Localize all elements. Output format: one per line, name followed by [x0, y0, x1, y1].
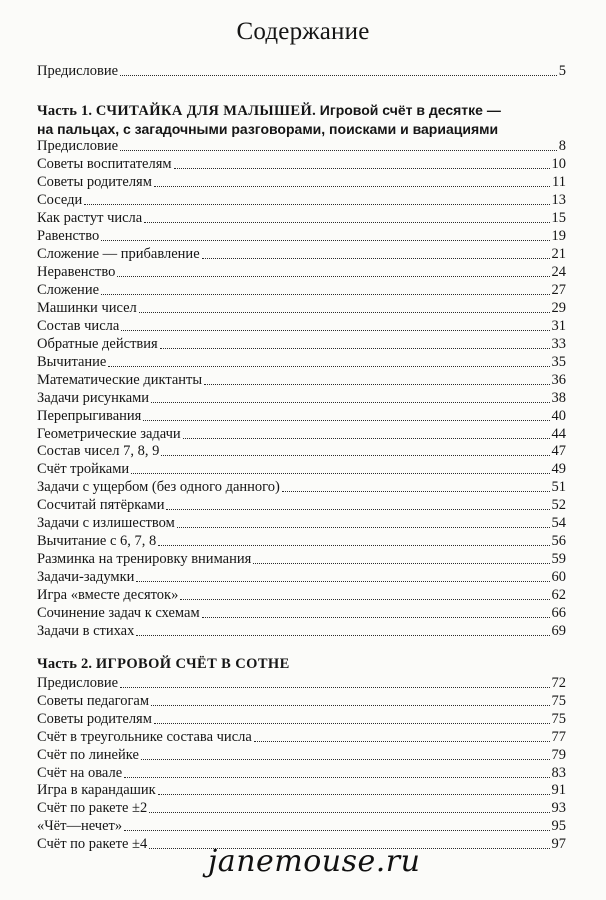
- toc-entry-label: Обратные действия: [37, 335, 158, 352]
- toc-entry-page: 59: [551, 551, 566, 568]
- toc-entry[interactable]: [37, 173, 566, 191]
- part1-heading: [37, 101, 577, 138]
- toc-entry-page: 13: [551, 191, 566, 208]
- page-title: Содержание: [236, 18, 370, 45]
- leader-dots: [149, 812, 549, 813]
- toc-entry-label: Состав числа: [37, 317, 120, 334]
- toc-entry-label: Игра в карандашик: [37, 782, 156, 799]
- leader-dots: [141, 759, 550, 760]
- toc-entry[interactable]: [37, 781, 566, 799]
- toc-entry-page: 19: [551, 227, 566, 244]
- part1-title: СЧИТАЙКА ДЛЯ МАЛЫШЕЙ.: [95, 103, 317, 119]
- toc-entry-label: Предисловие: [37, 675, 119, 691]
- leader-dots: [84, 204, 549, 205]
- toc-entry-page: 69: [551, 623, 566, 640]
- watermark: janemouse.ru: [208, 844, 421, 879]
- toc-entry-page: 33: [551, 335, 566, 352]
- toc-entry[interactable]: [37, 137, 566, 155]
- toc-entry-page: 79: [551, 746, 566, 763]
- leader-dots: [154, 723, 550, 724]
- toc-entry[interactable]: [37, 263, 566, 281]
- toc-entry-label: Советы воспитателям: [37, 155, 172, 172]
- toc-entry[interactable]: [37, 245, 566, 263]
- toc-entry[interactable]: [37, 496, 566, 514]
- toc-entry-label: Как растут числа: [37, 209, 143, 226]
- leader-dots: [108, 366, 549, 367]
- toc-entry-page: 21: [551, 245, 566, 262]
- part2-title: ИГРОВОЙ СЧЁТ В СОТНЕ: [95, 656, 290, 672]
- toc-entry-page: 91: [551, 782, 566, 799]
- toc-entry-label: Счёт тройками: [37, 461, 130, 478]
- leader-dots: [136, 581, 549, 582]
- toc-entry-page: 11: [552, 173, 566, 190]
- leader-dots: [143, 420, 549, 421]
- toc-entry[interactable]: [37, 209, 566, 227]
- toc-entry-page: 97: [551, 836, 566, 853]
- leader-dots: [158, 545, 549, 546]
- leader-dots: [254, 741, 550, 742]
- part1-number: Часть 1.: [37, 103, 93, 119]
- toc-entry-page: 47: [551, 443, 566, 460]
- toc-entry[interactable]: [37, 281, 566, 299]
- leader-dots: [101, 294, 549, 295]
- toc-entry-label: «Чёт—нечет»: [37, 818, 123, 835]
- toc-entry-label: Задачи рисунками: [37, 389, 150, 406]
- part2-number: Часть 2.: [37, 656, 93, 672]
- toc-entry-page: 75: [551, 710, 566, 727]
- toc-entry[interactable]: [37, 799, 566, 817]
- toc-entry-page: 36: [551, 371, 566, 388]
- toc-entry[interactable]: [37, 692, 566, 710]
- toc-entry[interactable]: [37, 604, 566, 622]
- toc-entry-page: 93: [551, 800, 566, 817]
- toc-entry-page: 5: [558, 63, 566, 79]
- toc-entry-label: Состав чисел 7, 8, 9: [37, 443, 160, 460]
- toc-entry-label: Счёт на овале: [37, 764, 123, 781]
- toc-entry-label: Соседи: [37, 191, 83, 208]
- toc-entry-label: Задачи-задумки: [37, 569, 135, 586]
- toc-entry-page: 60: [551, 569, 566, 586]
- toc-entry-page: 66: [551, 605, 566, 622]
- toc-entry-page: 72: [551, 675, 566, 691]
- toc-entry[interactable]: [37, 514, 566, 532]
- toc-entry-page: 54: [551, 515, 566, 532]
- toc-entry-page: 27: [551, 281, 566, 298]
- toc-entry-label: Вычитание с 6, 7, 8: [37, 533, 157, 550]
- leader-dots: [131, 473, 549, 474]
- toc-entry-label: Сосчитай пятёрками: [37, 497, 165, 514]
- toc-entry-label: Геометрические задачи: [37, 425, 181, 442]
- toc-entry[interactable]: [37, 442, 566, 460]
- leader-dots: [144, 222, 549, 223]
- toc-entry[interactable]: [37, 674, 566, 692]
- toc-entry-page: 29: [551, 299, 566, 316]
- leader-dots: [160, 348, 550, 349]
- leader-dots: [121, 330, 549, 331]
- toc-entry-page: 10: [551, 155, 566, 172]
- toc-entry[interactable]: [37, 335, 566, 353]
- leader-dots: [202, 617, 550, 618]
- leader-dots: [124, 830, 549, 831]
- leader-dots: [183, 438, 550, 439]
- toc-entry-label: Математические диктанты: [37, 371, 203, 388]
- toc-entry-label: Разминка на тренировку внимания: [37, 551, 252, 568]
- toc-entry-label: Советы родителям: [37, 173, 152, 190]
- leader-dots: [253, 563, 549, 564]
- toc-entry-label: Сложение — прибавление: [37, 245, 200, 262]
- toc-entry-page: 44: [551, 425, 566, 442]
- toc-entry-page: 75: [551, 692, 566, 709]
- toc-entry[interactable]: [37, 532, 566, 550]
- leader-dots: [139, 312, 550, 313]
- toc-entry[interactable]: [37, 478, 566, 496]
- leader-dots: [202, 258, 550, 259]
- toc-entry-label: Задачи с ущербом (без одного данного): [37, 479, 280, 496]
- leader-dots: [151, 402, 549, 403]
- toc-entry-page: 38: [551, 389, 566, 406]
- toc-entry-label: Счёт по линейке: [37, 746, 139, 763]
- toc-entry[interactable]: [37, 371, 566, 389]
- leader-dots: [117, 276, 549, 277]
- part1-subtitle-2: на пальцах, с загадочными разговорами, поисками и вариациями: [37, 121, 499, 137]
- toc-entry-label: Счёт по ракете ±4: [37, 836, 148, 853]
- toc-entry-preface[interactable]: [37, 62, 566, 80]
- toc-entry-page: 49: [551, 461, 566, 478]
- toc-entry-page: 31: [551, 317, 566, 334]
- leader-dots: [120, 75, 557, 76]
- toc-entry[interactable]: [37, 353, 566, 371]
- toc-entry[interactable]: [37, 710, 566, 728]
- toc-entry-label: Машинки чисел: [37, 299, 137, 316]
- leader-dots: [151, 705, 549, 706]
- leader-dots: [174, 168, 550, 169]
- toc-entry-label: Советы родителям: [37, 710, 152, 727]
- toc-entry-label: Предисловие: [37, 63, 119, 79]
- toc-entry-label: Сложение: [37, 281, 100, 298]
- toc-entry-label: Задачи с излишеством: [37, 515, 175, 532]
- toc-entry-label: Счёт в треугольнике состава числа: [37, 728, 252, 745]
- toc-entry-label: Вычитание: [37, 353, 107, 370]
- leader-dots: [120, 687, 549, 688]
- toc-entry-page: 15: [551, 209, 566, 226]
- toc-entry-label: Предисловие: [37, 138, 119, 154]
- toc-entry[interactable]: [37, 155, 566, 173]
- leader-dots: [180, 599, 549, 600]
- toc-entry-label: Сочинение задач к схемам: [37, 605, 200, 622]
- toc-entry[interactable]: [37, 746, 566, 764]
- toc-entry-label: Счёт по ракете ±2: [37, 800, 148, 817]
- toc-entry-page: 52: [551, 497, 566, 514]
- toc-entry[interactable]: [37, 550, 566, 568]
- leader-dots: [158, 794, 550, 795]
- toc-entry-page: 83: [551, 764, 566, 781]
- leader-dots: [124, 777, 549, 778]
- leader-dots: [166, 509, 549, 510]
- toc-entry[interactable]: [37, 568, 566, 586]
- toc-entry-page: 95: [551, 818, 566, 835]
- leader-dots: [101, 240, 549, 241]
- toc-entry-page: 56: [551, 533, 566, 550]
- leader-dots: [177, 527, 550, 528]
- leader-dots: [282, 491, 550, 492]
- toc-entry[interactable]: [37, 586, 566, 604]
- leader-dots: [136, 635, 549, 636]
- toc-entry-label: Игра «вместе десяток»: [37, 587, 179, 604]
- toc-entry[interactable]: [37, 460, 566, 478]
- toc-entry-label: Перепрыгивания: [37, 407, 142, 424]
- toc-entry[interactable]: [37, 817, 566, 835]
- toc-entry-page: 24: [551, 263, 566, 280]
- toc-entry[interactable]: [37, 425, 566, 443]
- leader-dots: [161, 455, 549, 456]
- toc-entry[interactable]: [37, 622, 566, 640]
- toc-entry[interactable]: [37, 389, 566, 407]
- toc-entry[interactable]: [37, 764, 566, 782]
- toc-entry-page: 77: [551, 728, 566, 745]
- toc-entry-page: 8: [558, 138, 566, 154]
- part2-heading: [37, 655, 577, 673]
- toc-entry[interactable]: [37, 299, 566, 317]
- toc-entry-label: Советы педагогам: [37, 692, 150, 709]
- leader-dots: [120, 150, 557, 151]
- toc-entry-page: 62: [551, 587, 566, 604]
- toc-entry[interactable]: [37, 317, 566, 335]
- toc-entry-page: 35: [551, 353, 566, 370]
- leader-dots: [204, 384, 549, 385]
- toc-entry-label: Задачи в стихах: [37, 623, 135, 640]
- part1-subtitle-1: Игровой счёт в десятке —: [319, 102, 501, 118]
- toc-entry[interactable]: [37, 227, 566, 245]
- toc-entry[interactable]: [37, 407, 566, 425]
- toc-entry[interactable]: [37, 191, 566, 209]
- toc-entry-label: Неравенство: [37, 263, 116, 280]
- toc-entry-label: Равенство: [37, 227, 100, 244]
- toc-entry-page: 51: [551, 479, 566, 496]
- toc-entry[interactable]: [37, 728, 566, 746]
- leader-dots: [154, 186, 550, 187]
- toc-entry-page: 40: [551, 407, 566, 424]
